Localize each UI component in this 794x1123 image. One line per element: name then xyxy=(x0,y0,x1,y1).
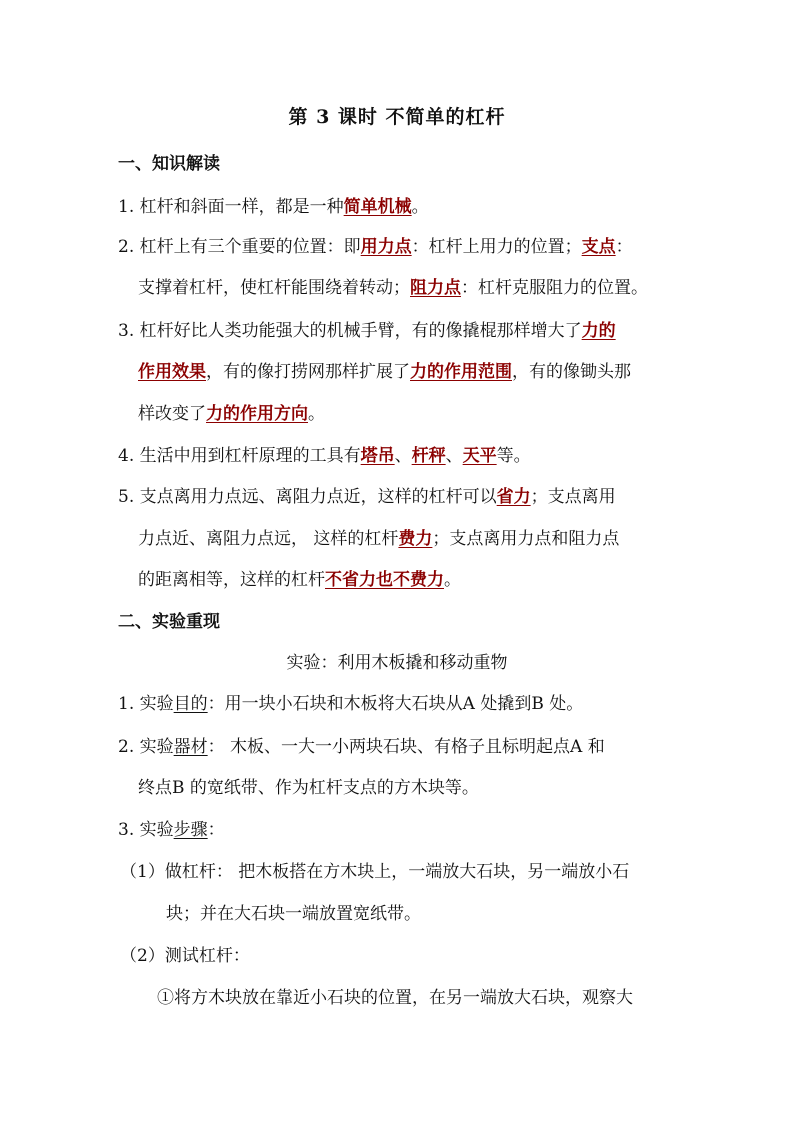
answer-blank: 支点 xyxy=(581,237,616,257)
answer-blank: 简单机械 xyxy=(343,197,412,217)
underlined-term: 目的 xyxy=(173,694,208,714)
item-text: ：用一块小石块和木板将大石块从A 处撬到B 处。 xyxy=(207,694,584,714)
item-1 xyxy=(118,196,429,218)
step-2-heading: （2）测试杠杆： xyxy=(120,946,250,966)
item-text: 。 xyxy=(444,570,461,590)
item-text: 杠杆上有三个重要的位置：即 xyxy=(139,237,361,257)
item-text: 支点离用力点远、离阻力点近，这样的杠杆可以 xyxy=(139,487,497,507)
item-text: ：杠杆上用力的位置； xyxy=(411,237,582,257)
item-text: ： xyxy=(615,237,633,257)
item-text: 杠杆好比人类功能强大的机械手臂，有的像撬棍那样增大了 xyxy=(139,321,582,341)
item-text: 。 xyxy=(308,404,325,424)
item-3-line-1 xyxy=(118,320,616,342)
answer-blank: 用力点 xyxy=(360,237,412,257)
page-title: 第 3 课时 不简单的杠杆 xyxy=(288,106,506,128)
exp-item-2-line-2: 终点B 的宽纸带、作为杠杆支点的方木块等。 xyxy=(138,778,479,798)
item-3-line-3 xyxy=(138,403,325,425)
item-number: 2. xyxy=(118,737,135,757)
item-text: 、 xyxy=(394,446,412,466)
exp-item-2-line-1 xyxy=(118,736,605,758)
answer-blank: 力的 xyxy=(581,321,616,341)
answer-blank: 力的作用方向 xyxy=(206,404,308,424)
item-text: 实验 xyxy=(139,694,174,714)
item-2-line-1 xyxy=(118,236,633,258)
item-number: 3. xyxy=(118,321,135,341)
answer-blank: 力的作用范围 xyxy=(410,362,512,382)
section-heading-knowledge: 一、知识解读 xyxy=(118,154,220,174)
item-text: ： 木板、一大一小两块石块、有格子且标明起点A 和 xyxy=(207,737,605,757)
item-number: 4. xyxy=(118,446,135,466)
answer-blank: 作用效果 xyxy=(138,362,206,382)
item-number: 1. xyxy=(118,694,135,714)
item-text: 力点近、离阻力点远， 这样的杠杆 xyxy=(138,529,399,549)
item-text: 实验 xyxy=(139,737,174,757)
item-text: 实验 xyxy=(139,820,174,840)
item-number: 1. xyxy=(118,197,135,217)
step-1-line-2: 块；并在大石块一端放置宽纸带。 xyxy=(166,904,421,924)
item-text: 生活中用到杠杆原理的工具有 xyxy=(139,446,361,466)
item-text: ： xyxy=(207,820,225,840)
underlined-term: 器材 xyxy=(173,737,208,757)
item-number: 3. xyxy=(118,820,135,840)
answer-blank: 费力 xyxy=(398,529,433,549)
answer-blank: 杆秤 xyxy=(411,446,446,466)
step-2-sub-1: ①将方木块放在靠近小石块的位置，在另一端放大石块，观察大 xyxy=(157,988,633,1008)
item-2-line-2 xyxy=(138,277,648,299)
step-1-line-1: （1）做杠杆： 把木板搭在方木块上，一端放大石块，另一端放小石 xyxy=(120,862,630,882)
item-5-line-3 xyxy=(138,569,461,591)
item-number: 2. xyxy=(118,237,135,257)
exp-item-3 xyxy=(118,819,225,841)
item-text: 的距离相等，这样的杠杆 xyxy=(138,570,325,590)
experiment-title: 实验：利用木板撬和移动重物 xyxy=(286,653,508,673)
item-text: ；支点离用力点和阻力点 xyxy=(432,529,620,549)
item-text: ：杠杆克服阻力的位置。 xyxy=(461,278,648,298)
item-text: 等。 xyxy=(496,446,531,466)
item-text: ，有的像打捞网那样扩展了 xyxy=(206,362,410,382)
item-text: 支撑着杠杆，使杠杆能围绕着转动； xyxy=(138,278,410,298)
answer-blank: 省力 xyxy=(496,487,531,507)
item-text: ；支点离用 xyxy=(530,487,616,507)
item-3-line-2 xyxy=(138,361,631,383)
exp-item-1 xyxy=(118,693,583,715)
item-5-line-2 xyxy=(138,528,619,550)
answer-blank: 塔吊 xyxy=(360,446,395,466)
section-heading-experiment: 二、实验重现 xyxy=(118,612,220,632)
item-text: ，有的像锄头那 xyxy=(512,362,631,382)
underlined-term: 步骤 xyxy=(173,820,208,840)
item-text: 。 xyxy=(411,197,429,217)
item-text: 样改变了 xyxy=(138,404,206,424)
item-5-line-1 xyxy=(118,486,616,508)
answer-blank: 阻力点 xyxy=(410,278,461,298)
answer-blank: 天平 xyxy=(462,446,497,466)
item-text: 杠杆和斜面一样，都是一种 xyxy=(139,197,344,217)
item-number: 5. xyxy=(118,487,135,507)
item-text: 、 xyxy=(445,446,463,466)
item-4 xyxy=(118,445,531,467)
answer-blank: 不省力也不费力 xyxy=(325,570,444,590)
